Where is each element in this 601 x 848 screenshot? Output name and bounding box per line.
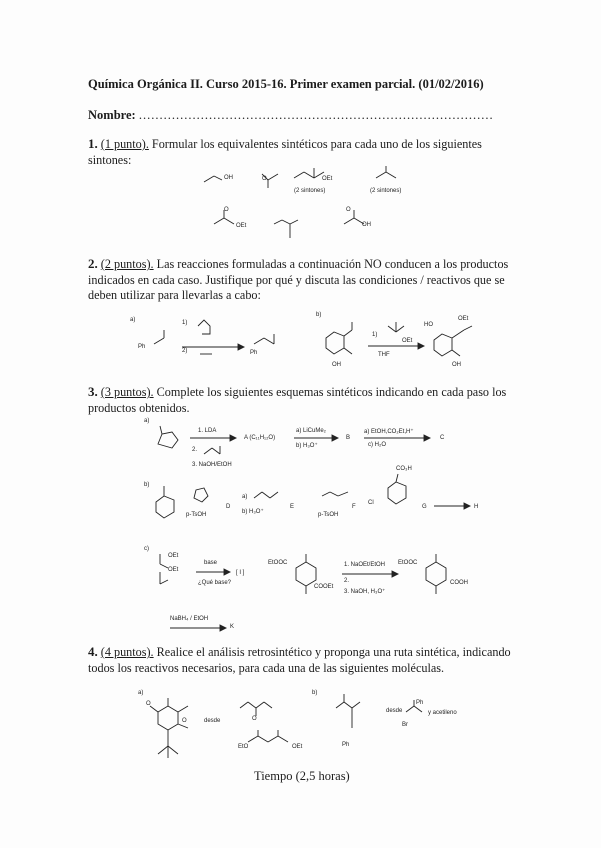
question-3 — [88, 384, 518, 416]
q1-synthon-6 — [270, 214, 310, 242]
q2-label-a: a) — [130, 317, 136, 323]
q3b-diol — [320, 488, 360, 502]
q4b-desde: desde — [386, 708, 403, 714]
question-1-points: (1 punto). — [100, 137, 149, 151]
q3a-reagent-vinylketone — [202, 444, 232, 458]
q3b-cyclohexanone — [146, 484, 186, 524]
q3b-mcpba-ring — [376, 472, 416, 512]
q4b-label: b) — [312, 690, 318, 696]
q3b-mcpba-co3h: CO₃H — [396, 466, 412, 472]
q3a-step-h2o: c) H₂O — [368, 442, 386, 448]
question-1-number: 1. — [88, 136, 98, 151]
q4b-ph-1: Ph — [416, 700, 424, 706]
q1-label-oet-1: OEt — [322, 176, 333, 182]
name-field — [88, 108, 494, 123]
q3a-step2: 2. — [192, 447, 198, 453]
q3a-step-etoh: a) EtOH,CO₂Et,H⁺ — [364, 429, 414, 435]
q4a-o-3: O — [252, 716, 257, 722]
q3c-oet-2: OEt — [168, 567, 179, 573]
q3c-product — [418, 552, 460, 596]
q3a-step-licume2: a) LiCuMe₂ — [296, 428, 327, 434]
q2-label-oh-2: OH — [452, 362, 461, 368]
q3a-arrow-1 — [188, 434, 238, 444]
question-3-points: (3 puntos). — [100, 385, 154, 399]
q3c-intermediate-i: [ I ] — [236, 570, 245, 576]
q1-label-2sintones-2: (2 sintones) — [370, 188, 402, 194]
q1-label-oh-2: OH — [362, 222, 371, 228]
q3c-arrow-3 — [168, 624, 228, 634]
q4b-acetileno: y acetileno — [428, 710, 457, 716]
q1-synthon-3 — [290, 164, 350, 188]
q2-label-oh-1: OH — [332, 362, 341, 368]
question-1-text: Formular los equivalentes sintéticos para cada uno de los siguientes sintones: — [88, 137, 482, 167]
q3c-step-2: 2. — [344, 578, 350, 584]
q2-label-ph-1: Ph — [138, 344, 146, 350]
q3c-product-k: K — [230, 624, 235, 630]
q3a-step-h3o: b) H₃O⁺ — [296, 443, 318, 449]
time-footer: Tiempo (2,5 horas) — [254, 769, 350, 783]
q4a-o-2: O — [182, 718, 187, 724]
q3c-nabh4: NaBH₄ / EtOH — [170, 616, 209, 622]
q3c-label: c) — [144, 546, 149, 552]
q3b-step-b: b) H₃O⁺ — [242, 509, 264, 515]
q3a-cyclopentanone — [150, 424, 184, 454]
q1-label-oh-1: OH — [224, 175, 233, 181]
q3b-product-e: E — [290, 504, 295, 510]
q1-label-o-1: O — [262, 176, 267, 182]
q3b-product-f: F — [352, 504, 356, 510]
q3b-ptsoh-1: p-TsOH — [186, 512, 207, 518]
q1-label-o-2: O — [224, 207, 229, 213]
q3a-label: a) — [144, 418, 150, 424]
q3a-product-c: C — [440, 435, 445, 441]
q3b-arrow — [432, 502, 472, 512]
q3c-cooet: COOEt — [314, 584, 334, 590]
question-2-text: Las reacciones formuladas a continuación NO conducen a los productos indicados en cada caso. Justifique por qué y discuta las condiciones / reactivos que se deben utilizar para llevarlas a cabo: — [88, 257, 509, 302]
q3c-etooc-1: EtOOC — [268, 560, 288, 566]
question-4-number: 4. — [88, 644, 98, 659]
q2a-scheme — [140, 312, 290, 362]
q2-label-b: b) — [316, 312, 322, 318]
question-4-text: Realice el análisis retrosintético y proponga una ruta sintética, indicando todos los reactivos necesarios, para cada una de las siguientes moléculas. — [88, 645, 511, 675]
q3c-step-naoet: 1. NaOEt/EtOH — [344, 562, 386, 568]
q2-label-1: 1) — [182, 320, 188, 326]
exam-title: Química Orgánica II. Curso 2015-16. Primer examen parcial. (01/02/2016) — [88, 77, 484, 91]
q1-label-oet-2: OEt — [236, 223, 247, 229]
q4a-desde: desde — [204, 718, 221, 724]
question-2-points: (2 puntos). — [100, 257, 154, 271]
q1-synthon-1 — [200, 168, 240, 188]
q2-label-oet-1: OEt — [402, 338, 413, 344]
q4a-o-1: O — [146, 701, 151, 707]
q3b-mcpba-cl: Cl — [368, 500, 374, 506]
question-3-number: 3. — [88, 384, 98, 399]
q3b-label: b) — [144, 482, 150, 488]
q3c-arrow-1 — [194, 568, 234, 578]
name-dots: ...................................................................................... — [138, 108, 494, 122]
q3b-product-g: G — [422, 504, 427, 510]
q2-label-ph-2: Ph — [250, 350, 258, 356]
q2-label-thf: THF — [378, 352, 390, 358]
q1-synthon-4 — [372, 164, 422, 188]
q2-label-ho: HO — [424, 322, 433, 328]
q4a-start-ketone — [236, 694, 286, 720]
question-3-text: Complete los siguientes esquemas sintéticos indicando en cada paso los productos obtenidos. — [88, 385, 507, 415]
q3a-product-b: B — [346, 435, 351, 441]
q3c-que-base: ¿Qué base? — [198, 580, 232, 586]
q3c-step-naoh: 3. NaOH, H₃O⁺ — [344, 589, 386, 595]
q4b-target — [330, 694, 370, 746]
q3a-step1: 1. LDA — [198, 428, 217, 434]
q3c-etooc-2: EtOOC — [398, 560, 418, 566]
q4b-br: Br — [402, 722, 408, 728]
q1-label-2sintones-1: (2 sintones) — [294, 188, 326, 194]
q4a-eto: EtO — [238, 744, 249, 750]
q3a-step3: 3. NaOH/EtOH — [192, 462, 232, 468]
question-4-points: (4 puntos). — [100, 645, 154, 659]
q2-label-oet-2: OEt — [458, 316, 469, 322]
q3b-product-h: H — [474, 504, 479, 510]
q2-label-2: 2) — [182, 348, 188, 354]
q1-label-o-3: O — [346, 207, 351, 213]
q3b-ptsoh-2: p-TsOH — [318, 512, 339, 518]
name-label: Nombre: — [88, 108, 136, 122]
q2b-scheme — [316, 318, 496, 368]
q3c-cooh: COOH — [450, 580, 468, 586]
q3b-step-a: a) — [242, 494, 248, 500]
q3a-product-a: A (C₁₁H₁₂O) — [244, 435, 276, 441]
q3b-bromide — [252, 488, 282, 502]
q3b-product-d: D — [226, 504, 231, 510]
q3c-oet-1: OEt — [168, 553, 179, 559]
q4a-label: a) — [138, 690, 144, 696]
question-2 — [88, 256, 518, 304]
question-2-number: 2. — [88, 256, 98, 271]
q3c-base: base — [204, 560, 218, 566]
q4b-ph-2: Ph — [342, 742, 350, 748]
q3b-pyrrolidine — [190, 484, 214, 506]
question-4 — [88, 644, 518, 676]
q4a-target — [144, 696, 200, 768]
q4a-oet: OEt — [292, 744, 303, 750]
q2-label-b1: 1) — [372, 332, 378, 338]
